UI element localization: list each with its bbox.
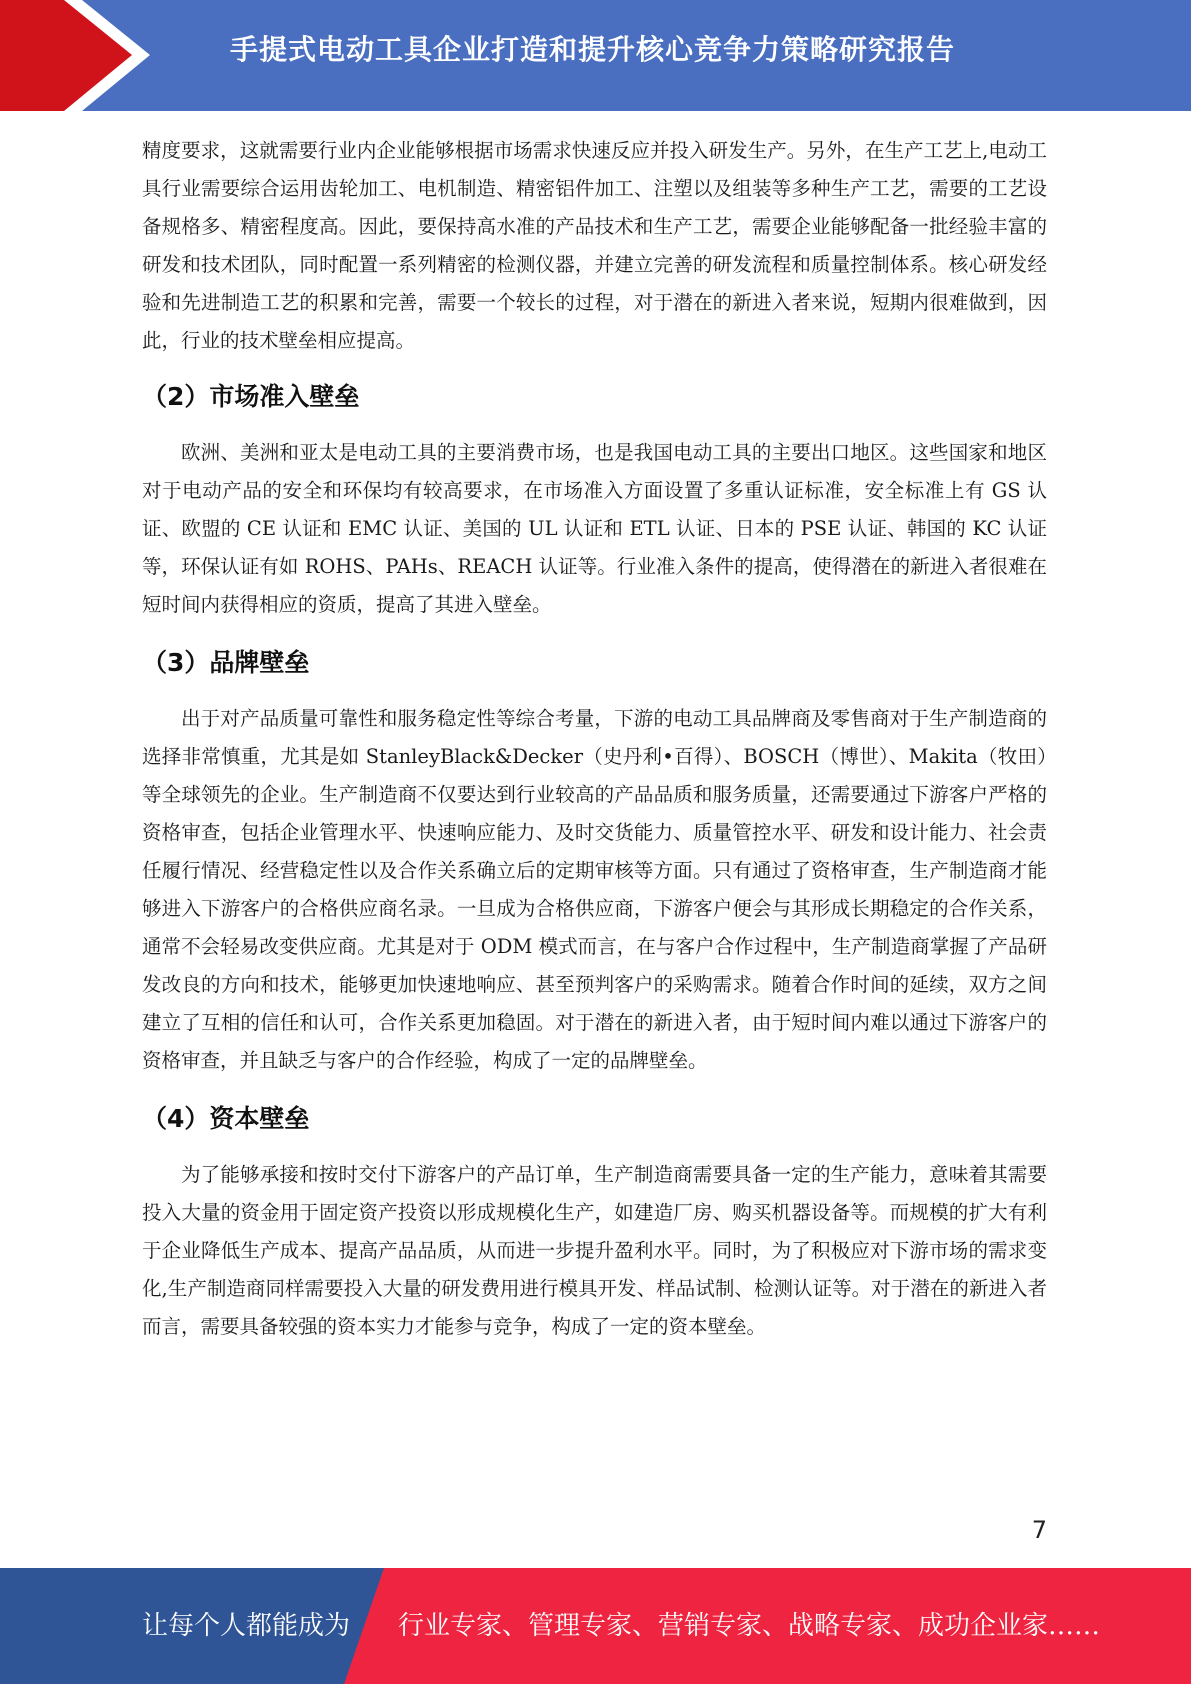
footer-slogan-left: 让每个人都能成为: [142, 1611, 351, 1641]
page-number: 7: [1031, 1516, 1047, 1544]
section-heading-capital-barrier: （4）资本壁垒: [142, 1104, 310, 1133]
red-chevron-decoration: [0, 0, 160, 111]
body-paragraph-capital-barrier: 为了能够承接和按时交付下游客户的产品订单，生产制造商需要具备一定的生产能力，意味着其需要投入大量的资金用于固定资产投资以形成规模化生产，如建造厂房、购买机器设备等。而规模的扩大有利于企业降低生产成本、提高产品品质，从而进一步提升盈利水平。同时，为了积极应对下游市场的需求变化,生产制造商同样需要投入大量的研发费用进行模具开发、样品试制、检测认证等。对于潜在的新进入者而言，需要具备较强的资本实力才能参与竞争，构成了一定的资本壁垒。: [142, 1163, 1047, 1338]
report-title: 手提式电动工具企业打造和提升核心竞争力策略研究报告: [230, 33, 956, 66]
page-header: [0, 0, 1191, 111]
section-heading-market-access: （2）市场准入壁垒: [142, 382, 360, 411]
document-body: [142, 132, 1047, 1346]
footer-slogan-right: 行业专家、管理专家、营销专家、战略专家、成功企业家……: [398, 1611, 1101, 1641]
body-paragraph-technical-barrier: 精度要求，这就需要行业内企业能够根据市场需求快速反应并投入研发生产。另外，在生产工艺上,电动工具行业需要综合运用齿轮加工、电机制造、精密铝件加工、注塑以及组装等多种生产工艺，需要的工艺设备规格多、精密程度高。因此，要保持高水准的产品技术和生产工艺，需要企业能够配备一批经验丰富的研发和技术团队，同时配置一系列精密的检测仪器，并建立完善的研发流程和质量控制体系。核心研发经验和先进制造工艺的积累和完善，需要一个较长的过程，对于潜在的新进入者来说，短期内很难做到，因此，行业的技术壁垒相应提高。: [142, 139, 1047, 352]
chevron-red-fill: [0, 0, 132, 111]
body-paragraph-market-access: 欧洲、美洲和亚太是电动工具的主要消费市场，也是我国电动工具的主要出口地区。这些国家和地区对于电动产品的安全和环保均有较高要求，在市场准入方面设置了多重认证标准，安全标准上有 GS 认证、欧盟的 CE 认证和 EMC 认证、美国的 UL 认证和 ETL 认证、日本的 PSE 认证、韩国的 KC 认证等，环保认证有如 ROHS、PAHs、REACH 认证等。行业准入条件的提高，使得潜在的新进入者很难在短时间内获得相应的资质，提高了其进入壁垒。: [142, 441, 1047, 616]
body-paragraph-brand-barrier: 出于对产品质量可靠性和服务稳定性等综合考量，下游的电动工具品牌商及零售商对于生产制造商的选择非常慎重，尤其是如 StanleyBlack&Decker（史丹利•百得）、BOSCH（博世）、Makita（牧田）等全球领先的企业。生产制造商不仅要达到行业较高的产品品质和服务质量，还需要通过下游客户严格的资格审查，包括企业管理水平、快速响应能力、及时交货能力、质量管控水平、研发和设计能力、社会责任履行情况、经营稳定性以及合作关系确立后的定期审核等方面。只有通过了资格审查，生产制造商才能够进入下游客户的合格供应商名录。一旦成为合格供应商，下游客户便会与其形成长期稳定的合作关系，通常不会轻易改变供应商。尤其是对于 ODM 模式而言，在与客户合作过程中，生产制造商掌握了产品研发改良的方向和技术，能够更加快速地响应、甚至预判客户的采购需求。随着合作时间的延续，双方之间建立了互相的信任和认可，合作关系更加稳固。对于潜在的新进入者，由于短时间内难以通过下游客户的资格审查，并且缺乏与客户的合作经验，构成了一定的品牌壁垒。: [142, 707, 1047, 1072]
section-heading-brand-barrier: （3）品牌壁垒: [142, 648, 310, 677]
page-footer: [0, 1568, 1191, 1684]
